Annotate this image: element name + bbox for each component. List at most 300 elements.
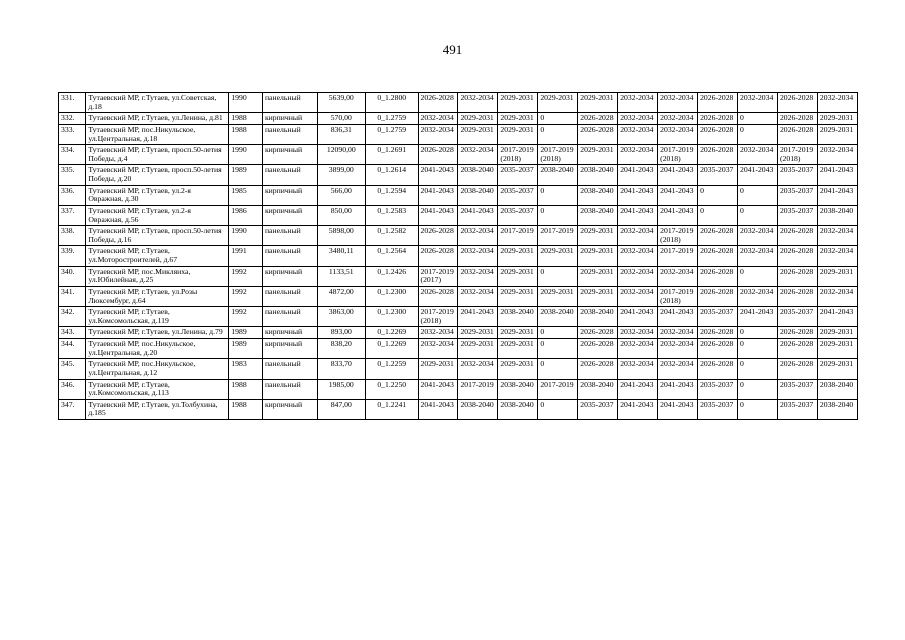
repair-period-cell: 2035-2037 bbox=[698, 307, 738, 327]
repair-period-cell: 2026-2028 bbox=[777, 246, 817, 266]
repair-period-cell: 2035-2037 bbox=[777, 399, 817, 419]
row-number-cell: 343. bbox=[59, 327, 86, 339]
area-cell: 850,00 bbox=[317, 205, 365, 225]
repair-period-cell: 2041-2043 bbox=[418, 185, 458, 205]
condition-code-cell: 0_1.2269 bbox=[365, 339, 418, 359]
repair-period-cell: 0 bbox=[538, 113, 578, 125]
repair-period-cell: 2041-2043 bbox=[817, 307, 857, 327]
address-cell: Тутаевский МР, пос.Микляиха, ул.Юбилейная, д.25 bbox=[86, 266, 229, 286]
build-year-cell: 1990 bbox=[229, 145, 263, 165]
repair-period-cell: 2032-2034 bbox=[618, 226, 658, 246]
repair-period-cell: 2026-2028 bbox=[698, 113, 738, 125]
repair-period-cell: 2032-2034 bbox=[418, 124, 458, 144]
repair-period-cell: 2041-2043 bbox=[618, 307, 658, 327]
address-cell: Тутаевский МР, г.Тутаев, ул.Комсомольская, д.113 bbox=[86, 379, 229, 399]
area-cell: 3480,11 bbox=[317, 246, 365, 266]
repair-period-cell: 2035-2037 bbox=[777, 205, 817, 225]
wall-material-cell: панельный bbox=[262, 246, 317, 266]
repair-period-cell: 2035-2037 bbox=[498, 165, 538, 185]
repair-period-cell: 2032-2034 bbox=[418, 113, 458, 125]
repair-period-cell: 2032-2034 bbox=[658, 93, 698, 113]
build-year-cell: 1988 bbox=[229, 399, 263, 419]
repair-period-cell: 2035-2037 bbox=[698, 399, 738, 419]
area-cell: 5639,00 bbox=[317, 93, 365, 113]
area-cell: 893,00 bbox=[317, 327, 365, 339]
repair-period-cell: 0 bbox=[538, 266, 578, 286]
repair-period-cell: 2029-2031 bbox=[498, 124, 538, 144]
repair-period-cell: 2029-2031 bbox=[817, 113, 857, 125]
repair-period-cell: 2038-2040 bbox=[458, 399, 498, 419]
repair-period-cell: 2026-2028 bbox=[418, 226, 458, 246]
wall-material-cell: панельный bbox=[262, 359, 317, 379]
repair-period-cell: 2041-2043 bbox=[618, 379, 658, 399]
wall-material-cell: кирпичный bbox=[262, 327, 317, 339]
address-cell: Тутаевский МР, г.Тутаев, ул.2-я Овражная, д.56 bbox=[86, 205, 229, 225]
area-cell: 833,70 bbox=[317, 359, 365, 379]
repair-period-cell: 2032-2034 bbox=[817, 226, 857, 246]
repair-period-cell: 0 bbox=[738, 185, 778, 205]
repair-period-cell: 0 bbox=[738, 399, 778, 419]
table-row bbox=[59, 379, 858, 399]
repair-period-cell: 2026-2028 bbox=[698, 124, 738, 144]
area-cell: 4872,00 bbox=[317, 286, 365, 306]
row-number-cell: 335. bbox=[59, 165, 86, 185]
repair-period-cell: 2032-2034 bbox=[658, 266, 698, 286]
table-row bbox=[59, 307, 858, 327]
repair-period-cell: 2032-2034 bbox=[658, 113, 698, 125]
address-cell: Тутаевский МР, г.Тутаев, просп.50-летия Победы, д.4 bbox=[86, 145, 229, 165]
repair-period-cell: 2029-2031 bbox=[578, 286, 618, 306]
repair-period-cell: 2026-2028 bbox=[698, 266, 738, 286]
repair-period-cell: 2032-2034 bbox=[817, 246, 857, 266]
repair-period-cell: 2017-2019 bbox=[658, 246, 698, 266]
repair-period-cell: 2038-2040 bbox=[817, 399, 857, 419]
repair-period-cell: 2041-2043 bbox=[817, 185, 857, 205]
repair-period-cell: 2038-2040 bbox=[498, 399, 538, 419]
repair-period-cell: 0 bbox=[698, 185, 738, 205]
repair-period-cell: 2029-2031 bbox=[458, 327, 498, 339]
row-number-cell: 344. bbox=[59, 339, 86, 359]
condition-code-cell: 0_1.2300 bbox=[365, 307, 418, 327]
repair-period-cell: 2026-2028 bbox=[777, 226, 817, 246]
repair-period-cell: 2029-2031 bbox=[498, 113, 538, 125]
repair-period-cell: 2032-2034 bbox=[458, 93, 498, 113]
repair-period-cell: 2041-2043 bbox=[817, 165, 857, 185]
address-cell: Тутаевский МР, г.Тутаев, просп.50-летия Победы, д.20 bbox=[86, 165, 229, 185]
repair-period-cell: 2017-2019 (2017) bbox=[418, 266, 458, 286]
condition-code-cell: 0_1.2800 bbox=[365, 93, 418, 113]
repair-period-cell: 0 bbox=[738, 327, 778, 339]
row-number-cell: 346. bbox=[59, 379, 86, 399]
repair-period-cell: 0 bbox=[538, 205, 578, 225]
repair-period-cell: 2041-2043 bbox=[658, 205, 698, 225]
table-row bbox=[59, 266, 858, 286]
area-cell: 847,00 bbox=[317, 399, 365, 419]
repair-period-cell: 2032-2034 bbox=[458, 226, 498, 246]
address-cell: Тутаевский МР, г.Тутаев, ул.Розы Люксембург, д.64 bbox=[86, 286, 229, 306]
repair-period-cell: 2026-2028 bbox=[698, 359, 738, 379]
repair-period-cell: 2038-2040 bbox=[817, 205, 857, 225]
repair-period-cell: 2032-2034 bbox=[658, 124, 698, 144]
row-number-cell: 332. bbox=[59, 113, 86, 125]
repair-period-cell: 2017-2019 bbox=[538, 226, 578, 246]
condition-code-cell: 0_1.2594 bbox=[365, 185, 418, 205]
condition-code-cell: 0_1.2241 bbox=[365, 399, 418, 419]
repair-period-cell: 2041-2043 bbox=[618, 165, 658, 185]
table-row bbox=[59, 113, 858, 125]
page-number: 491 bbox=[442, 42, 463, 57]
repair-period-cell: 2029-2031 bbox=[458, 124, 498, 144]
repair-period-cell: 2029-2031 bbox=[498, 339, 538, 359]
repair-period-cell: 2026-2028 bbox=[418, 145, 458, 165]
repair-period-cell: 2041-2043 bbox=[618, 399, 658, 419]
repair-period-cell: 2026-2028 bbox=[578, 359, 618, 379]
repair-period-cell: 2041-2043 bbox=[418, 399, 458, 419]
build-year-cell: 1989 bbox=[229, 327, 263, 339]
repair-period-cell: 2029-2031 bbox=[817, 124, 857, 144]
repair-period-cell: 0 bbox=[738, 205, 778, 225]
repair-period-cell: 0 bbox=[538, 124, 578, 144]
repair-period-cell: 2041-2043 bbox=[418, 205, 458, 225]
area-cell: 3863,00 bbox=[317, 307, 365, 327]
area-cell: 570,00 bbox=[317, 113, 365, 125]
repair-period-cell: 2041-2043 bbox=[658, 307, 698, 327]
repair-period-cell: 0 bbox=[738, 124, 778, 144]
repair-period-cell: 2026-2028 bbox=[578, 339, 618, 359]
area-cell: 566,00 bbox=[317, 185, 365, 205]
repair-period-cell: 2041-2043 bbox=[458, 205, 498, 225]
repair-period-cell: 2038-2040 bbox=[458, 185, 498, 205]
repair-period-cell: 2026-2028 bbox=[578, 124, 618, 144]
area-cell: 1133,51 bbox=[317, 266, 365, 286]
condition-code-cell: 0_1.2564 bbox=[365, 246, 418, 266]
wall-material-cell: кирпичный bbox=[262, 113, 317, 125]
table-row bbox=[59, 185, 858, 205]
wall-material-cell: кирпичный bbox=[262, 205, 317, 225]
build-year-cell: 1989 bbox=[229, 165, 263, 185]
repair-period-cell: 2029-2031 bbox=[458, 339, 498, 359]
repair-period-cell: 2026-2028 bbox=[418, 246, 458, 266]
repair-period-cell: 2029-2031 bbox=[578, 145, 618, 165]
repair-period-cell: 2032-2034 bbox=[458, 266, 498, 286]
repair-period-cell: 2029-2031 bbox=[538, 246, 578, 266]
repair-period-cell: 2029-2031 bbox=[498, 359, 538, 379]
repair-period-cell: 2026-2028 bbox=[418, 93, 458, 113]
repair-period-cell: 2041-2043 bbox=[658, 399, 698, 419]
repair-period-cell: 0 bbox=[698, 205, 738, 225]
repair-period-cell: 2035-2037 bbox=[698, 379, 738, 399]
repair-period-cell: 2032-2034 bbox=[618, 246, 658, 266]
area-cell: 836,31 bbox=[317, 124, 365, 144]
repair-period-cell: 2032-2034 bbox=[817, 145, 857, 165]
repair-period-cell: 2032-2034 bbox=[738, 145, 778, 165]
repair-period-cell: 2038-2040 bbox=[578, 307, 618, 327]
row-number-cell: 338. bbox=[59, 226, 86, 246]
repair-period-cell: 2032-2034 bbox=[658, 327, 698, 339]
repair-period-cell: 2041-2043 bbox=[658, 165, 698, 185]
repair-period-cell: 2032-2034 bbox=[618, 339, 658, 359]
repair-period-cell: 2029-2031 bbox=[578, 93, 618, 113]
address-cell: Тутаевский МР, г.Тутаев, ул.Комсомольская, д.119 bbox=[86, 307, 229, 327]
repair-period-cell: 2038-2040 bbox=[538, 307, 578, 327]
repair-period-cell: 2029-2031 bbox=[498, 93, 538, 113]
repair-period-cell: 2026-2028 bbox=[698, 145, 738, 165]
row-number-cell: 334. bbox=[59, 145, 86, 165]
repair-period-cell: 0 bbox=[538, 339, 578, 359]
repair-period-cell: 2026-2028 bbox=[777, 327, 817, 339]
row-number-cell: 340. bbox=[59, 266, 86, 286]
repair-period-cell: 2026-2028 bbox=[698, 339, 738, 359]
repair-period-cell: 2041-2043 bbox=[458, 307, 498, 327]
repair-period-cell: 2035-2037 bbox=[498, 185, 538, 205]
condition-code-cell: 0_1.2583 bbox=[365, 205, 418, 225]
condition-code-cell: 0_1.2759 bbox=[365, 124, 418, 144]
repair-period-cell: 2038-2040 bbox=[538, 165, 578, 185]
repair-period-cell: 2029-2031 bbox=[817, 266, 857, 286]
repair-period-cell: 2032-2034 bbox=[458, 359, 498, 379]
condition-code-cell: 0_1.2426 bbox=[365, 266, 418, 286]
repair-period-cell: 2041-2043 bbox=[658, 379, 698, 399]
wall-material-cell: кирпичный bbox=[262, 266, 317, 286]
build-year-cell: 1991 bbox=[229, 246, 263, 266]
row-number-cell: 336. bbox=[59, 185, 86, 205]
build-year-cell: 1990 bbox=[229, 93, 263, 113]
condition-code-cell: 0_1.2614 bbox=[365, 165, 418, 185]
repair-period-cell: 2035-2037 bbox=[777, 165, 817, 185]
repair-period-cell: 2017-2019 (2018) bbox=[777, 145, 817, 165]
repair-period-cell: 2041-2043 bbox=[618, 185, 658, 205]
repair-period-cell: 2026-2028 bbox=[698, 286, 738, 306]
wall-material-cell: панельный bbox=[262, 286, 317, 306]
repair-period-cell: 2029-2031 bbox=[817, 339, 857, 359]
table-row bbox=[59, 124, 858, 144]
table-row bbox=[59, 286, 858, 306]
condition-code-cell: 0_1.2691 bbox=[365, 145, 418, 165]
repair-period-cell: 2032-2034 bbox=[658, 339, 698, 359]
address-cell: Тутаевский МР, г.Тутаев, ул.Толбухина, д.185 bbox=[86, 399, 229, 419]
repair-period-cell: 2032-2034 bbox=[418, 327, 458, 339]
repair-period-cell: 2032-2034 bbox=[618, 93, 658, 113]
row-number-cell: 339. bbox=[59, 246, 86, 266]
build-year-cell: 1989 bbox=[229, 339, 263, 359]
table-row bbox=[59, 165, 858, 185]
table-row bbox=[59, 327, 858, 339]
repair-period-cell: 2017-2019 bbox=[538, 379, 578, 399]
wall-material-cell: кирпичный bbox=[262, 145, 317, 165]
repair-period-cell: 2032-2034 bbox=[658, 359, 698, 379]
table-row bbox=[59, 205, 858, 225]
repair-period-cell: 0 bbox=[738, 113, 778, 125]
repair-period-cell: 2035-2037 bbox=[777, 185, 817, 205]
row-number-cell: 333. bbox=[59, 124, 86, 144]
wall-material-cell: панельный bbox=[262, 226, 317, 246]
repair-period-cell: 2032-2034 bbox=[738, 226, 778, 246]
area-cell: 838,20 bbox=[317, 339, 365, 359]
repair-period-cell: 2029-2031 bbox=[817, 359, 857, 379]
row-number-cell: 331. bbox=[59, 93, 86, 113]
repair-period-cell: 2026-2028 bbox=[698, 327, 738, 339]
repair-period-cell: 2026-2028 bbox=[777, 286, 817, 306]
area-cell: 1985,00 bbox=[317, 379, 365, 399]
housing-register-table bbox=[58, 92, 858, 420]
repair-period-cell: 2032-2034 bbox=[458, 145, 498, 165]
build-year-cell: 1992 bbox=[229, 307, 263, 327]
repair-period-cell: 2029-2031 bbox=[578, 226, 618, 246]
repair-period-cell: 2029-2031 bbox=[498, 266, 538, 286]
table-row bbox=[59, 339, 858, 359]
repair-period-cell: 2026-2028 bbox=[698, 93, 738, 113]
condition-code-cell: 0_1.2250 bbox=[365, 379, 418, 399]
repair-period-cell: 0 bbox=[738, 266, 778, 286]
build-year-cell: 1988 bbox=[229, 113, 263, 125]
repair-period-cell: 2017-2019 (2018) bbox=[498, 145, 538, 165]
area-cell: 5898,00 bbox=[317, 226, 365, 246]
row-number-cell: 345. bbox=[59, 359, 86, 379]
repair-period-cell: 2035-2037 bbox=[777, 307, 817, 327]
repair-period-cell: 2041-2043 bbox=[418, 165, 458, 185]
condition-code-cell: 0_1.2300 bbox=[365, 286, 418, 306]
repair-period-cell: 2032-2034 bbox=[618, 359, 658, 379]
repair-period-cell: 2038-2040 bbox=[817, 379, 857, 399]
repair-period-cell: 2032-2034 bbox=[618, 113, 658, 125]
repair-period-cell: 2017-2019 (2018) bbox=[538, 145, 578, 165]
table-row bbox=[59, 399, 858, 419]
row-number-cell: 337. bbox=[59, 205, 86, 225]
build-year-cell: 1988 bbox=[229, 124, 263, 144]
wall-material-cell: панельный bbox=[262, 93, 317, 113]
build-year-cell: 1985 bbox=[229, 185, 263, 205]
repair-period-cell: 2026-2028 bbox=[777, 359, 817, 379]
repair-period-cell: 2032-2034 bbox=[738, 246, 778, 266]
address-cell: Тутаевский МР, г.Тутаев, ул.Моторостроителей, д.67 bbox=[86, 246, 229, 266]
area-cell: 3899,00 bbox=[317, 165, 365, 185]
repair-period-cell: 2032-2034 bbox=[817, 286, 857, 306]
repair-period-cell: 2026-2028 bbox=[698, 246, 738, 266]
repair-period-cell: 2026-2028 bbox=[698, 226, 738, 246]
repair-period-cell: 2017-2019 bbox=[498, 226, 538, 246]
repair-period-cell: 2026-2028 bbox=[777, 113, 817, 125]
repair-period-cell: 2029-2031 bbox=[538, 286, 578, 306]
repair-period-cell: 2017-2019 (2018) bbox=[418, 307, 458, 327]
repair-period-cell: 2032-2034 bbox=[618, 266, 658, 286]
repair-period-cell: 2029-2031 bbox=[538, 93, 578, 113]
repair-period-cell: 0 bbox=[738, 339, 778, 359]
repair-period-cell: 2041-2043 bbox=[658, 185, 698, 205]
build-year-cell: 1988 bbox=[229, 379, 263, 399]
repair-period-cell: 2038-2040 bbox=[498, 307, 538, 327]
repair-period-cell: 2026-2028 bbox=[777, 93, 817, 113]
repair-period-cell: 0 bbox=[738, 379, 778, 399]
condition-code-cell: 0_1.2259 bbox=[365, 359, 418, 379]
repair-period-cell: 2026-2028 bbox=[777, 124, 817, 144]
repair-period-cell: 2041-2043 bbox=[738, 307, 778, 327]
repair-period-cell: 2032-2034 bbox=[618, 124, 658, 144]
row-number-cell: 347. bbox=[59, 399, 86, 419]
wall-material-cell: панельный bbox=[262, 379, 317, 399]
repair-period-cell: 2038-2040 bbox=[578, 185, 618, 205]
condition-code-cell: 0_1.2269 bbox=[365, 327, 418, 339]
build-year-cell: 1992 bbox=[229, 266, 263, 286]
address-cell: Тутаевский МР, г.Тутаев, ул.Ленина, д.81 bbox=[86, 113, 229, 125]
table-row bbox=[59, 246, 858, 266]
repair-period-cell: 2029-2031 bbox=[498, 327, 538, 339]
repair-period-cell: 2032-2034 bbox=[458, 286, 498, 306]
repair-period-cell: 2032-2034 bbox=[418, 339, 458, 359]
repair-period-cell: 2038-2040 bbox=[458, 165, 498, 185]
address-cell: Тутаевский МР, пос.Никульское, ул.Центральная, д.12 bbox=[86, 359, 229, 379]
address-cell: Тутаевский МР, пос.Никульское, ул.Центральная, д.20 bbox=[86, 339, 229, 359]
repair-period-cell: 2026-2028 bbox=[578, 327, 618, 339]
table-row bbox=[59, 145, 858, 165]
repair-period-cell: 2038-2040 bbox=[578, 205, 618, 225]
area-cell: 12090,00 bbox=[317, 145, 365, 165]
repair-period-cell: 2041-2043 bbox=[418, 379, 458, 399]
condition-code-cell: 0_1.2759 bbox=[365, 113, 418, 125]
repair-period-cell: 2029-2031 bbox=[498, 286, 538, 306]
condition-code-cell: 0_1.2582 bbox=[365, 226, 418, 246]
repair-period-cell: 2017-2019 (2018) bbox=[658, 286, 698, 306]
repair-period-cell: 0 bbox=[538, 359, 578, 379]
repair-period-cell: 2029-2031 bbox=[578, 266, 618, 286]
repair-period-cell: 0 bbox=[538, 185, 578, 205]
address-cell: Тутаевский МР, г.Тутаев, ул.2-я Овражная, д.30 bbox=[86, 185, 229, 205]
wall-material-cell: кирпичный bbox=[262, 185, 317, 205]
repair-period-cell: 2041-2043 bbox=[738, 165, 778, 185]
wall-material-cell: панельный bbox=[262, 124, 317, 144]
build-year-cell: 1986 bbox=[229, 205, 263, 225]
repair-period-cell: 2029-2031 bbox=[458, 113, 498, 125]
build-year-cell: 1983 bbox=[229, 359, 263, 379]
build-year-cell: 1992 bbox=[229, 286, 263, 306]
repair-period-cell: 2032-2034 bbox=[618, 145, 658, 165]
address-cell: Тутаевский МР, г.Тутаев, просп.50-летия Победы, д.16 bbox=[86, 226, 229, 246]
repair-period-cell: 2035-2037 bbox=[578, 399, 618, 419]
repair-period-cell: 2032-2034 bbox=[817, 93, 857, 113]
build-year-cell: 1990 bbox=[229, 226, 263, 246]
repair-period-cell: 2029-2031 bbox=[817, 327, 857, 339]
repair-period-cell: 2026-2028 bbox=[777, 339, 817, 359]
wall-material-cell: кирпичный bbox=[262, 399, 317, 419]
repair-period-cell: 2038-2040 bbox=[578, 165, 618, 185]
address-cell: Тутаевский МР, г.Тутаев, ул.Советская, д.18 bbox=[86, 93, 229, 113]
repair-period-cell: 2032-2034 bbox=[738, 93, 778, 113]
repair-period-cell: 2032-2034 bbox=[618, 327, 658, 339]
repair-period-cell: 2032-2034 bbox=[458, 246, 498, 266]
repair-period-cell: 2035-2037 bbox=[498, 205, 538, 225]
repair-period-cell: 2038-2040 bbox=[498, 379, 538, 399]
repair-period-cell: 2029-2031 bbox=[418, 359, 458, 379]
repair-period-cell: 2026-2028 bbox=[578, 113, 618, 125]
address-cell: Тутаевский МР, пос.Никульское, ул.Центральная, д.18 bbox=[86, 124, 229, 144]
repair-period-cell: 2035-2037 bbox=[777, 379, 817, 399]
repair-period-cell: 2017-2019 (2018) bbox=[658, 226, 698, 246]
repair-period-cell: 2029-2031 bbox=[578, 246, 618, 266]
address-cell: Тутаевский МР, г.Тутаев, ул.Ленина, д.79 bbox=[86, 327, 229, 339]
repair-period-cell: 0 bbox=[738, 359, 778, 379]
repair-period-cell: 2017-2019 bbox=[458, 379, 498, 399]
table-row bbox=[59, 359, 858, 379]
repair-period-cell: 2026-2028 bbox=[777, 266, 817, 286]
row-number-cell: 341. bbox=[59, 286, 86, 306]
row-number-cell: 342. bbox=[59, 307, 86, 327]
repair-period-cell: 2026-2028 bbox=[418, 286, 458, 306]
repair-period-cell: 2029-2031 bbox=[498, 246, 538, 266]
table-body bbox=[59, 93, 858, 420]
repair-period-cell: 2038-2040 bbox=[578, 379, 618, 399]
repair-period-cell: 0 bbox=[538, 327, 578, 339]
repair-period-cell: 0 bbox=[538, 399, 578, 419]
repair-period-cell: 2032-2034 bbox=[738, 286, 778, 306]
